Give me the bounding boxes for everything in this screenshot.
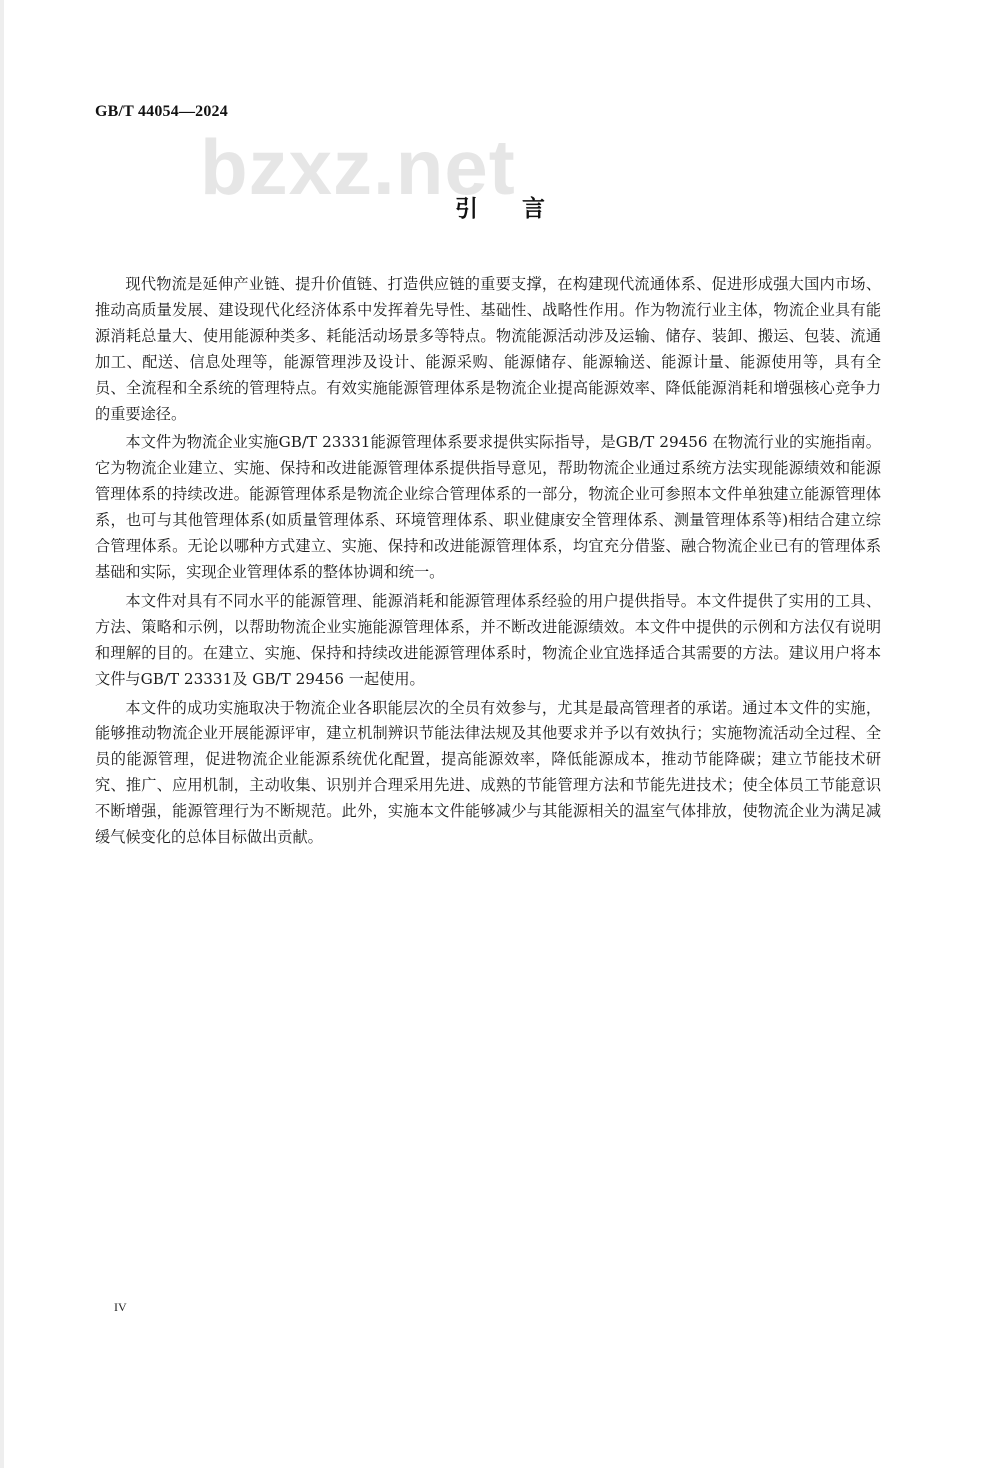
- watermark: bzxz.net: [200, 123, 516, 211]
- page-title: 引言: [455, 196, 589, 222]
- paragraph: 本文件为物流企业实施GB/T 23331能源管理体系要求提供实际指导，是GB/T 29456 在物流行业的实施指南。它为物流企业建立、实施、保持和改进能源管理体系提供指导意见，帮助物流企业通过系统方法实现能源绩效和能源管理体系的持续改进。能源管理体系是物流企业综合管理体系的一部分，物流企业可参照本文件单独建立能源管理体系，也可与其他管理体系(如质量管理体系、环境管理体系、职业健康安全管理体系、测量管理体系等)相结合建立综合管理体系。无论以哪种方式建立、实施、保持和改进能源管理体系，均宜充分借鉴、融合物流企业已有的管理体系基础和实际，实现企业管理体系的整体协调和统一。: [95, 433, 881, 581]
- introduction-body: [95, 272, 881, 854]
- paragraph: 现代物流是延伸产业链、提升价值链、打造供应链的重要支撑，在构建现代流通体系、促进形成强大国内市场、推动高质量发展、建设现代化经济体系中发挥着先导性、基础性、战略性作用。作为物流行业主体，物流企业具有能源消耗总量大、使用能源种类多、耗能活动场景多等特点。物流能源活动涉及运输、储存、装卸、搬运、包装、流通加工、配送、信息处理等，能源管理涉及设计、能源采购、能源储存、能源输送、能源计量、能源使用等，具有全员、全流程和全系统的管理特点。有效实施能源管理体系是物流企业提高能源效率、降低能源消耗和增强核心竞争力的重要途径。: [95, 275, 881, 423]
- paragraph: 本文件对具有不同水平的能源管理、能源消耗和能源管理体系经验的用户提供指导。本文件提供了实用的工具、方法、策略和示例，以帮助物流企业实施能源管理体系，并不断改进能源绩效。本文件中提供的示例和方法仅有说明和理解的目的。在建立、实施、保持和持续改进能源管理体系时，物流企业宜选择适合其需要的方法。建议用户将本文件与GB/T 23331及 GB/T 29456 一起使用。: [95, 591, 881, 688]
- page-number: IV: [114, 1300, 127, 1314]
- document-code: GB/T 44054—2024: [95, 103, 228, 120]
- paragraph: 本文件的成功实施取决于物流企业各职能层次的全员有效参与，尤其是最高管理者的承诺。通过本文件的实施，能够推动物流企业开展能源评审，建立机制辨识节能法律法规及其他要求并予以有效执行；实施物流活动全过程、全员的能源管理，促进物流企业能源系统优化配置，提高能源效率，降低能源成本，推动节能降碳；建立节能技术研究、推广、应用机制，主动收集、识别并合理采用先进、成熟的节能管理方法和节能先进技术；使全体员工节能意识不断增强，能源管理行为不断规范。此外，实施本文件能够减少与其能源相关的温室气体排放，使物流企业为满足减缓气候变化的总体目标做出贡献。: [95, 698, 881, 847]
